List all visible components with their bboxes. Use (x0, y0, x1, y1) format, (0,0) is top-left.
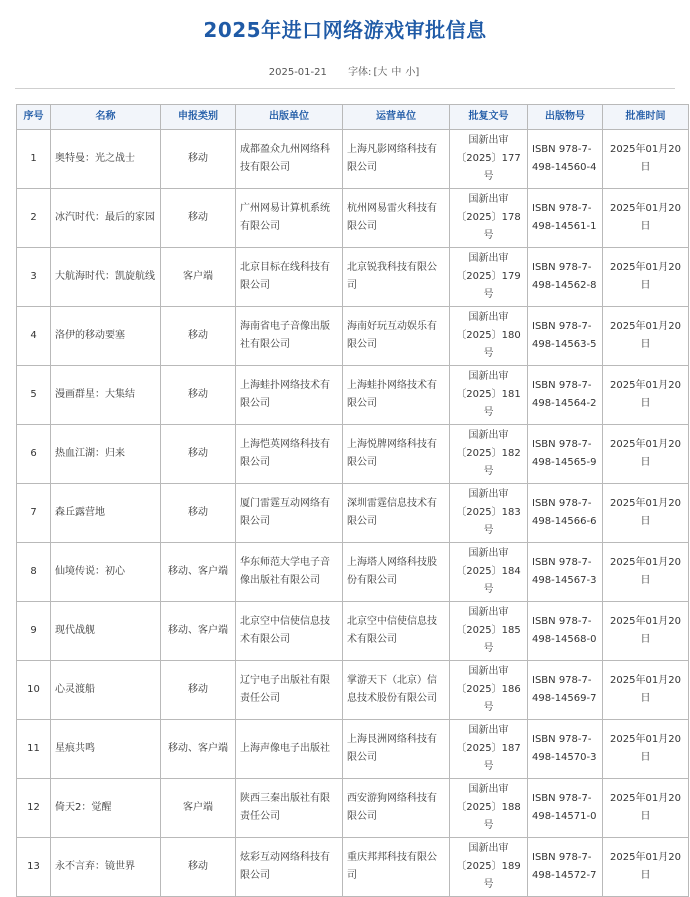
cell-publisher: 厦门雷霆互动网络有限公司 (236, 484, 343, 543)
cell-name: 漫画群星：大集结 (51, 366, 161, 425)
cell-operator: 杭州网易雷火科技有限公司 (343, 189, 450, 248)
header-category: 申报类别 (161, 105, 236, 130)
cell-name: 热血江湖：归来 (51, 425, 161, 484)
cell-approval-date: 2025年01月20日 (603, 484, 689, 543)
cell-approval-no: 国新出审〔2025〕189号 (450, 838, 528, 897)
cell-category: 移动 (161, 484, 236, 543)
cell-isbn: ISBN 978-7-498-14570-3 (528, 720, 603, 779)
cell-operator: 西安游狗网络科技有限公司 (343, 779, 450, 838)
page-title: 2025年进口网络游戏审批信息 (203, 18, 487, 42)
table-row (17, 720, 689, 779)
cell-publisher: 成都盈众九州网络科技有限公司 (236, 130, 343, 189)
cell-publisher: 海南省电子音像出版社有限公司 (236, 307, 343, 366)
cell-approval-no: 国新出审〔2025〕180号 (450, 307, 528, 366)
cell-name: 心灵渡船 (51, 661, 161, 720)
cell-name: 奥特曼：光之战士 (51, 130, 161, 189)
divider (15, 88, 675, 89)
cell-operator: 上海悦牌网络科技有限公司 (343, 425, 450, 484)
cell-index: 1 (17, 130, 51, 189)
cell-category: 移动 (161, 661, 236, 720)
cell-category: 移动、客户端 (161, 602, 236, 661)
cell-approval-no: 国新出审〔2025〕182号 (450, 425, 528, 484)
cell-publisher: 北京空中信使信息技术有限公司 (236, 602, 343, 661)
cell-name: 星痕共鸣 (51, 720, 161, 779)
cell-approval-date: 2025年01月20日 (603, 543, 689, 602)
cell-index: 11 (17, 720, 51, 779)
cell-name: 现代战舰 (51, 602, 161, 661)
cell-operator: 上海塔人网络科技股份有限公司 (343, 543, 450, 602)
approval-table (16, 104, 689, 897)
cell-index: 3 (17, 248, 51, 307)
header-index: 序号 (17, 105, 51, 130)
header-operator: 运营单位 (343, 105, 450, 130)
table-row (17, 779, 689, 838)
cell-approval-no: 国新出审〔2025〕185号 (450, 602, 528, 661)
cell-category: 移动 (161, 425, 236, 484)
cell-isbn: ISBN 978-7-498-14560-4 (528, 130, 603, 189)
cell-name: 洛伊的移动要塞 (51, 307, 161, 366)
cell-category: 客户端 (161, 248, 236, 307)
cell-index: 12 (17, 779, 51, 838)
cell-name: 仙境传说：初心 (51, 543, 161, 602)
cell-operator: 北京锐我科技有限公司 (343, 248, 450, 307)
header-isbn: 出版物号 (528, 105, 603, 130)
cell-isbn: ISBN 978-7-498-14562-8 (528, 248, 603, 307)
cell-approval-date: 2025年01月20日 (603, 307, 689, 366)
cell-category: 移动 (161, 838, 236, 897)
cell-index: 9 (17, 602, 51, 661)
cell-isbn: ISBN 978-7-498-14567-3 (528, 543, 603, 602)
cell-operator: 重庆邦邦科技有限公司 (343, 838, 450, 897)
cell-publisher: 炫彩互动网络科技有限公司 (236, 838, 343, 897)
table-row (17, 543, 689, 602)
cell-isbn: ISBN 978-7-498-14566-6 (528, 484, 603, 543)
cell-publisher: 华东师范大学电子音像出版社有限公司 (236, 543, 343, 602)
table-row (17, 189, 689, 248)
publish-date: 2025-01-21 (268, 67, 327, 78)
cell-category: 移动、客户端 (161, 543, 236, 602)
cell-isbn: ISBN 978-7-498-14565-9 (528, 425, 603, 484)
cell-approval-date: 2025年01月20日 (603, 838, 689, 897)
cell-index: 6 (17, 425, 51, 484)
cell-index: 8 (17, 543, 51, 602)
cell-approval-date: 2025年01月20日 (603, 130, 689, 189)
cell-category: 移动 (161, 189, 236, 248)
cell-operator: 掌游天下（北京）信息技术股份有限公司 (343, 661, 450, 720)
cell-approval-date: 2025年01月20日 (603, 425, 689, 484)
cell-operator: 上海凡影网络科技有限公司 (343, 130, 450, 189)
cell-publisher: 上海蛙扑网络技术有限公司 (236, 366, 343, 425)
cell-approval-no: 国新出审〔2025〕188号 (450, 779, 528, 838)
cell-operator: 北京空中信使信息技术有限公司 (343, 602, 450, 661)
cell-index: 2 (17, 189, 51, 248)
font-size-medium-link[interactable]: 中 (391, 67, 402, 78)
cell-operator: 深圳雷霆信息技术有限公司 (343, 484, 450, 543)
cell-isbn: ISBN 978-7-498-14563-5 (528, 307, 603, 366)
cell-category: 移动 (161, 307, 236, 366)
table-row (17, 425, 689, 484)
cell-name: 森丘露营地 (51, 484, 161, 543)
cell-approval-no: 国新出审〔2025〕184号 (450, 543, 528, 602)
table-row (17, 602, 689, 661)
header-publisher: 出版单位 (236, 105, 343, 130)
cell-approval-no: 国新出审〔2025〕178号 (450, 189, 528, 248)
cell-approval-no: 国新出审〔2025〕187号 (450, 720, 528, 779)
cell-approval-date: 2025年01月20日 (603, 366, 689, 425)
cell-approval-date: 2025年01月20日 (603, 602, 689, 661)
cell-approval-date: 2025年01月20日 (603, 661, 689, 720)
cell-operator: 海南好玩互动娱乐有限公司 (343, 307, 450, 366)
cell-index: 4 (17, 307, 51, 366)
table-row (17, 366, 689, 425)
cell-isbn: ISBN 978-7-498-14564-2 (528, 366, 603, 425)
cell-approval-date: 2025年01月20日 (603, 720, 689, 779)
cell-index: 5 (17, 366, 51, 425)
table-row (17, 248, 689, 307)
cell-approval-no: 国新出审〔2025〕186号 (450, 661, 528, 720)
font-size-small-link[interactable]: 小] (405, 67, 420, 78)
cell-publisher: 上海声像电子出版社 (236, 720, 343, 779)
cell-name: 倚天2：觉醒 (51, 779, 161, 838)
cell-operator: 上海蛙扑网络技术有限公司 (343, 366, 450, 425)
cell-approval-no: 国新出审〔2025〕183号 (450, 484, 528, 543)
table-row (17, 661, 689, 720)
cell-publisher: 辽宁电子出版社有限责任公司 (236, 661, 343, 720)
header-approval-date: 批准时间 (603, 105, 689, 130)
cell-publisher: 上海恺英网络科技有限公司 (236, 425, 343, 484)
cell-isbn: ISBN 978-7-498-14571-0 (528, 779, 603, 838)
cell-category: 移动 (161, 130, 236, 189)
cell-name: 冰汽时代：最后的家园 (51, 189, 161, 248)
cell-approval-date: 2025年01月20日 (603, 248, 689, 307)
cell-isbn: ISBN 978-7-498-14568-0 (528, 602, 603, 661)
header-approval-no: 批复文号 (450, 105, 528, 130)
table-row (17, 838, 689, 897)
cell-isbn: ISBN 978-7-498-14569-7 (528, 661, 603, 720)
header-name: 名称 (51, 105, 161, 130)
cell-category: 移动、客户端 (161, 720, 236, 779)
cell-category: 移动 (161, 366, 236, 425)
article-meta (0, 63, 690, 78)
cell-index: 7 (17, 484, 51, 543)
cell-index: 10 (17, 661, 51, 720)
cell-approval-no: 国新出审〔2025〕179号 (450, 248, 528, 307)
cell-isbn: ISBN 978-7-498-14572-7 (528, 838, 603, 897)
table-row (17, 307, 689, 366)
cell-name: 永不言弃：镜世界 (51, 838, 161, 897)
cell-approval-no: 国新出审〔2025〕181号 (450, 366, 528, 425)
table-row (17, 130, 689, 189)
table-row (17, 484, 689, 543)
cell-publisher: 北京目标在线科技有限公司 (236, 248, 343, 307)
cell-category: 客户端 (161, 779, 236, 838)
cell-name: 大航海时代：凯旋航线 (51, 248, 161, 307)
font-size-large-link[interactable]: [大 (373, 67, 388, 78)
cell-isbn: ISBN 978-7-498-14561-1 (528, 189, 603, 248)
cell-approval-date: 2025年01月20日 (603, 779, 689, 838)
cell-operator: 上海艮洲网络科技有限公司 (343, 720, 450, 779)
table-header-row (17, 105, 689, 130)
cell-approval-date: 2025年01月20日 (603, 189, 689, 248)
font-size-label: 字体: (348, 67, 372, 78)
cell-publisher: 陕西三秦出版社有限责任公司 (236, 779, 343, 838)
cell-publisher: 广州网易计算机系统有限公司 (236, 189, 343, 248)
cell-index: 13 (17, 838, 51, 897)
cell-approval-no: 国新出审〔2025〕177号 (450, 130, 528, 189)
